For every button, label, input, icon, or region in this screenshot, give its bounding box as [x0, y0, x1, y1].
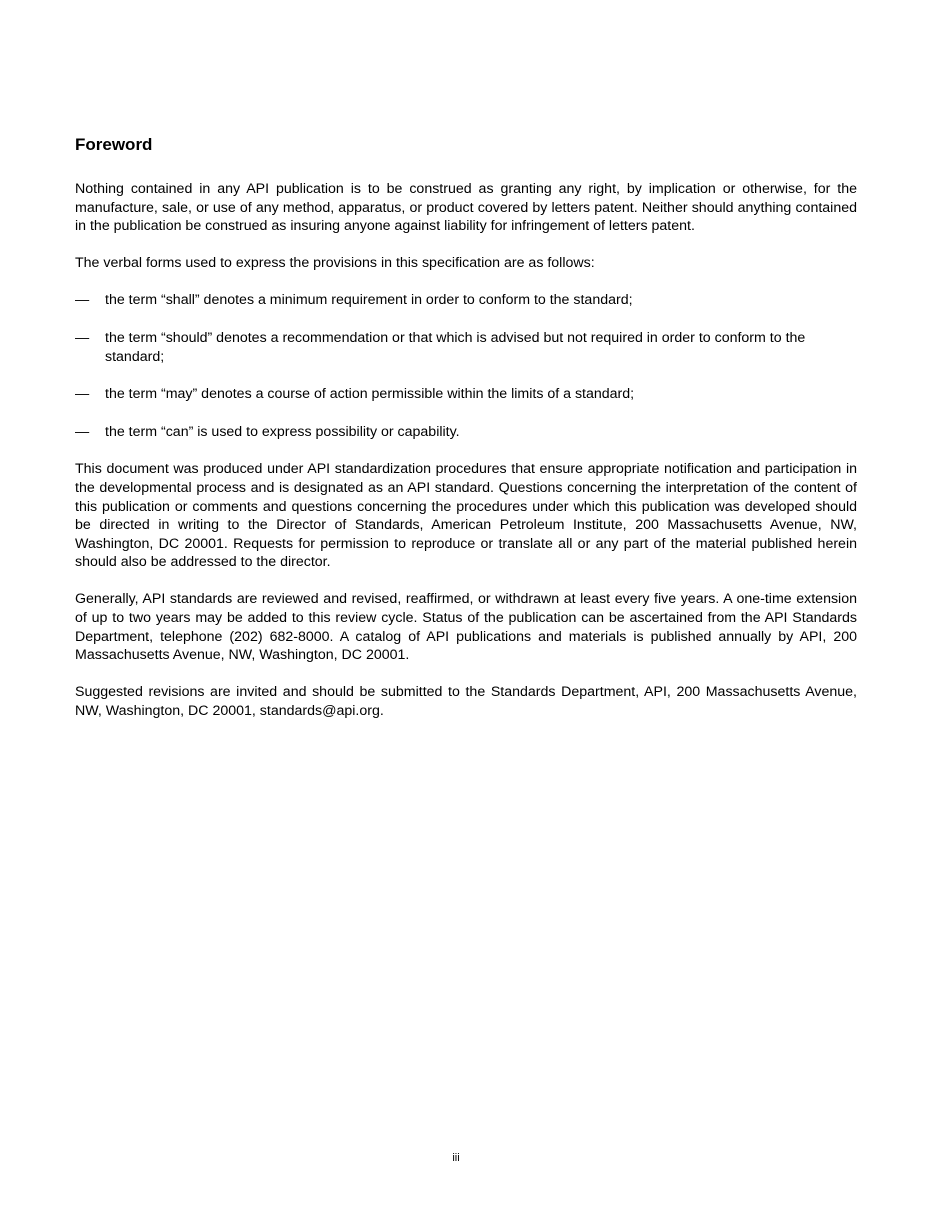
list-item-may: [75, 385, 857, 404]
dash-bullet: —: [75, 292, 90, 309]
procedures-paragraph: This document was produced under API standardization procedures that ensure appropriate notification and participation in the developmental process and is designated as an API standard. Questions concerning the interpretation of the content of this publication or comments and questions concerning the procedures under which this publication was developed should be directed in writing to the Director of Standards, American Petroleum Institute, 200 Massachusetts Avenue, NW, Washington, DC 20001. Requests for permission to reproduce or translate all or any part of the material published herein should also be addressed to the director.: [75, 461, 857, 571]
page-title: Foreword: [75, 135, 153, 154]
verbal-forms-list: [75, 291, 857, 441]
page-number: iii: [452, 1152, 460, 1164]
dash-bullet: —: [75, 386, 90, 403]
list-item-shall: [75, 291, 857, 310]
list-item-should: [75, 329, 857, 366]
list-item-text: the term “may” denotes a course of action permissible within the limits of a standard;: [105, 386, 635, 403]
verbal-forms-intro: The verbal forms used to express the provisions in this specification are as follows:: [75, 255, 595, 272]
list-item-text: the term “can” is used to express possibility or capability.: [105, 423, 460, 440]
review-paragraph: Generally, API standards are reviewed and revised, reaffirmed, or withdrawn at least every five years. A one-time extension of up to two years may be added to this review cycle. Status of the publication can be ascertained from the API Standards Department, telephone (202) 682-8000. A catalog of API publications and materials is published annually by API, 200 Massachusetts Avenue, NW, Washington, DC 20001.: [75, 591, 857, 664]
dash-bullet: —: [75, 329, 90, 346]
page-content: [75, 134, 857, 739]
list-item-text: the term “shall” denotes a minimum requirement in order to conform to the standard;: [105, 292, 633, 309]
revisions-paragraph: Suggested revisions are invited and should be submitted to the Standards Department, API, 200 Massachusetts Avenue, NW, Washington, DC 20001, standards@api.org.: [75, 684, 857, 719]
dash-bullet: —: [75, 423, 90, 440]
list-item-text: the term “should” denotes a recommendation or that which is advised but not required in order to conform to the standard;: [105, 329, 806, 365]
list-item-can: [75, 423, 857, 442]
patent-paragraph: Nothing contained in any API publication is to be construed as granting any right, by implication or otherwise, for the manufacture, sale, or use of any method, apparatus, or product covered by letters patent. Neither should anything contained in the publication be construed as insuring anyone against liability for infringement of letters patent.: [75, 181, 857, 235]
